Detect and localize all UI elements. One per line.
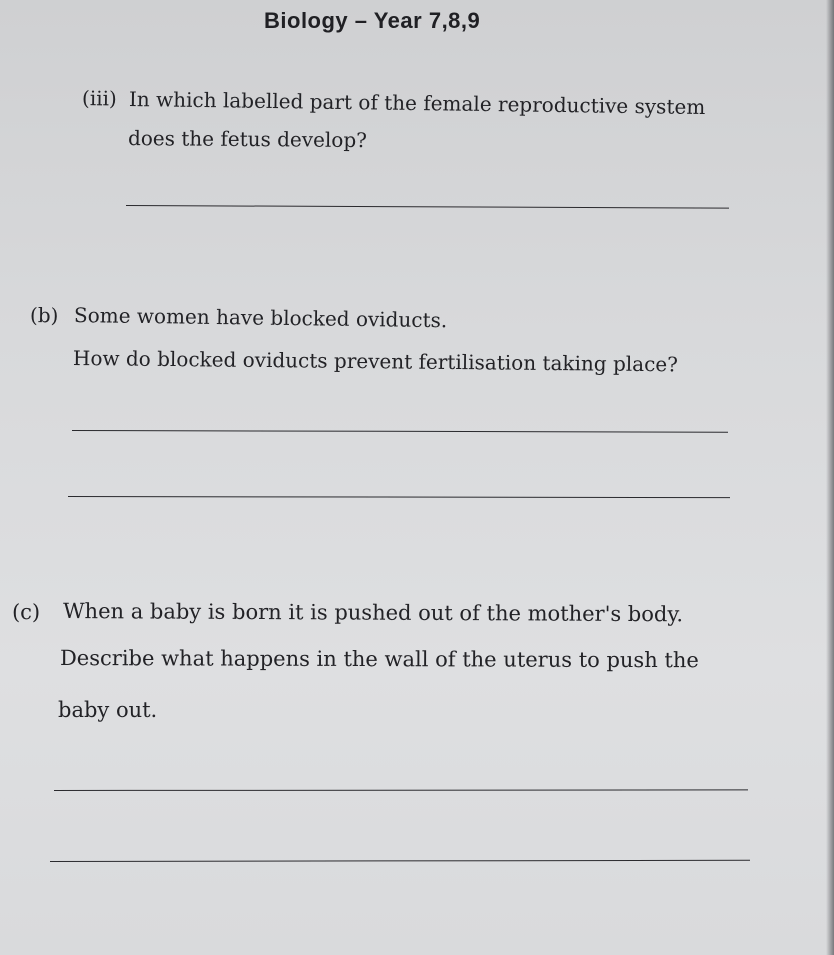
question-c-text-line1: When a baby is born it is pushed out of the mother's body. [62,599,684,627]
question-c-text-line2: Describe what happens in the wall of the uterus to push the [59,646,699,673]
answer-line-b-1[interactable] [72,430,728,433]
question-c-text-line3: baby out. [58,698,158,722]
answer-line-b-2[interactable] [68,496,730,498]
page-title: Biology – Year 7,8,9 [264,8,481,33]
page-edge-shadow [826,0,834,955]
answer-line-iii[interactable] [126,205,729,209]
question-b-text-line1: Some women have blocked oviducts. [73,303,448,333]
question-iii-number: (iii) [81,86,117,111]
question-iii-text-line1: In which labelled part of the female reproductive system [128,87,706,120]
question-b-text-line2: How do blocked oviducts prevent fertilisation taking place? [72,346,679,377]
answer-line-c-1[interactable] [54,789,748,791]
answer-line-c-2[interactable] [50,860,750,862]
question-c-number: (c) [11,600,41,625]
question-b-number: (b) [29,303,59,328]
question-iii-text-line2: does the fetus develop? [127,126,368,153]
